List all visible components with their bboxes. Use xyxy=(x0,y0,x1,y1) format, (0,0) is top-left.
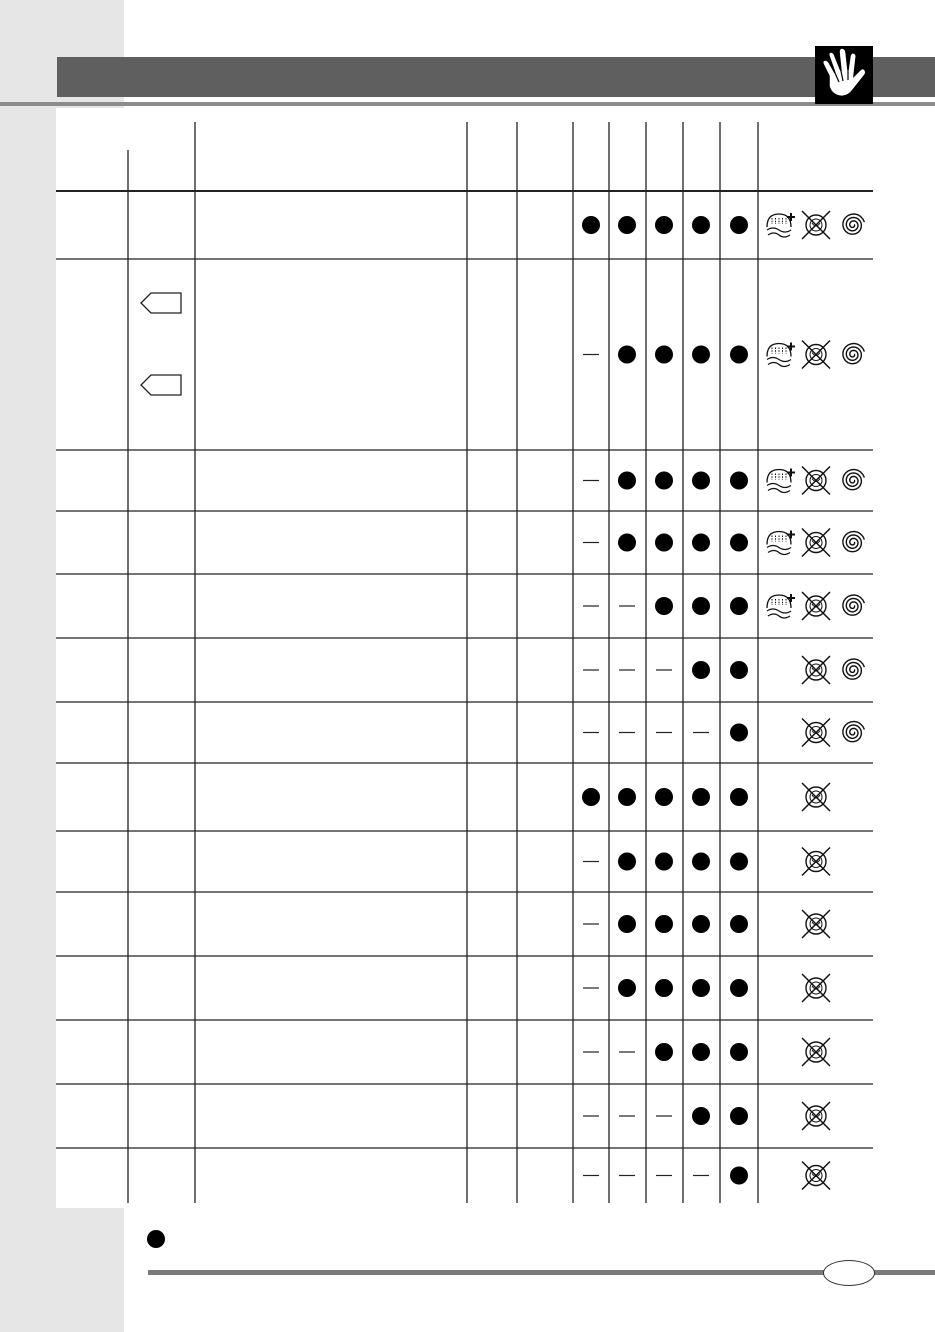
filled-dot-icon xyxy=(730,724,748,742)
filled-dot-icon xyxy=(618,979,636,997)
filled-dot-icon xyxy=(655,853,673,871)
filled-dot-icon xyxy=(582,216,600,234)
filled-dot-icon xyxy=(655,788,673,806)
filled-dot-icon xyxy=(692,915,710,933)
filled-dot-icon xyxy=(692,1107,710,1125)
filled-dot-icon xyxy=(655,534,673,552)
no-wring-icon xyxy=(802,719,830,747)
filled-dot-icon xyxy=(730,597,748,615)
table-row xyxy=(583,1038,830,1066)
filled-dot-icon xyxy=(655,1043,673,1061)
table-row xyxy=(583,1102,830,1130)
filled-dot-icon xyxy=(655,216,673,234)
program-tag-icon xyxy=(141,375,181,395)
filled-dot-icon xyxy=(692,597,710,615)
filled-dot-icon xyxy=(618,853,636,871)
no-wring-icon xyxy=(802,467,830,495)
filled-dot-icon xyxy=(692,472,710,490)
spiral-icon xyxy=(843,722,865,742)
no-wring-icon xyxy=(802,529,830,557)
filled-dot-icon xyxy=(692,979,710,997)
no-wring-icon xyxy=(802,656,830,684)
no-wring-icon xyxy=(802,211,830,239)
filled-dot-icon xyxy=(655,915,673,933)
filled-dot-icon xyxy=(655,472,673,490)
filled-dot-icon xyxy=(692,1043,710,1061)
filled-dot-icon xyxy=(730,853,748,871)
table-row xyxy=(583,592,864,620)
no-wring-icon xyxy=(802,592,830,620)
filled-dot-icon xyxy=(618,472,636,490)
table-row xyxy=(582,211,864,239)
no-wring-icon xyxy=(802,1162,830,1190)
table-row xyxy=(583,1162,830,1190)
steam-plus-icon xyxy=(767,469,795,493)
spiral-icon xyxy=(843,344,865,364)
filled-dot-icon xyxy=(582,788,600,806)
filled-dot-icon xyxy=(655,597,673,615)
filled-dot-icon xyxy=(692,853,710,871)
spiral-icon xyxy=(843,595,865,615)
table-row xyxy=(583,848,830,876)
filled-dot-icon xyxy=(730,1107,748,1125)
legend-dot-icon xyxy=(147,1230,165,1248)
spiral-icon xyxy=(843,470,865,490)
filled-dot-icon xyxy=(730,534,748,552)
filled-dot-icon xyxy=(618,915,636,933)
steam-plus-icon xyxy=(767,594,795,618)
filled-dot-icon xyxy=(730,1167,748,1185)
filled-dot-icon xyxy=(655,346,673,364)
no-wring-icon xyxy=(802,910,830,938)
no-wring-icon xyxy=(802,783,830,811)
filled-dot-icon xyxy=(730,1043,748,1061)
program-tag-icon xyxy=(141,293,181,313)
filled-dot-icon xyxy=(618,346,636,364)
filled-dot-icon xyxy=(692,661,710,679)
steam-plus-icon xyxy=(767,343,795,367)
no-wring-icon xyxy=(802,974,830,1002)
filled-dot-icon xyxy=(730,472,748,490)
filled-dot-icon xyxy=(730,216,748,234)
steam-plus-icon xyxy=(767,531,795,555)
filled-dot-icon xyxy=(692,216,710,234)
filled-dot-icon xyxy=(692,534,710,552)
filled-dot-icon xyxy=(618,788,636,806)
filled-dot-icon xyxy=(730,661,748,679)
no-wring-icon xyxy=(802,1038,830,1066)
filled-dot-icon xyxy=(730,788,748,806)
table-row xyxy=(583,529,864,557)
table-row xyxy=(582,783,830,811)
filled-dot-icon xyxy=(730,915,748,933)
no-wring-icon xyxy=(802,848,830,876)
table-row xyxy=(583,974,830,1002)
table-row xyxy=(583,656,864,684)
filled-dot-icon xyxy=(655,979,673,997)
table-row xyxy=(583,910,830,938)
spiral-icon xyxy=(843,214,865,234)
table-row xyxy=(583,719,864,747)
table-row xyxy=(141,293,864,395)
spiral-icon xyxy=(843,532,865,552)
table-row xyxy=(583,467,864,495)
filled-dot-icon xyxy=(692,346,710,364)
filled-dot-icon xyxy=(692,788,710,806)
filled-dot-icon xyxy=(730,979,748,997)
steam-plus-icon xyxy=(767,213,795,237)
spiral-icon xyxy=(843,659,865,679)
no-wring-icon xyxy=(802,341,830,369)
no-wring-icon xyxy=(802,1102,830,1130)
footer-line xyxy=(148,1270,935,1275)
filled-dot-icon xyxy=(730,346,748,364)
filled-dot-icon xyxy=(618,216,636,234)
page-number-oval xyxy=(823,1260,875,1286)
filled-dot-icon xyxy=(618,534,636,552)
